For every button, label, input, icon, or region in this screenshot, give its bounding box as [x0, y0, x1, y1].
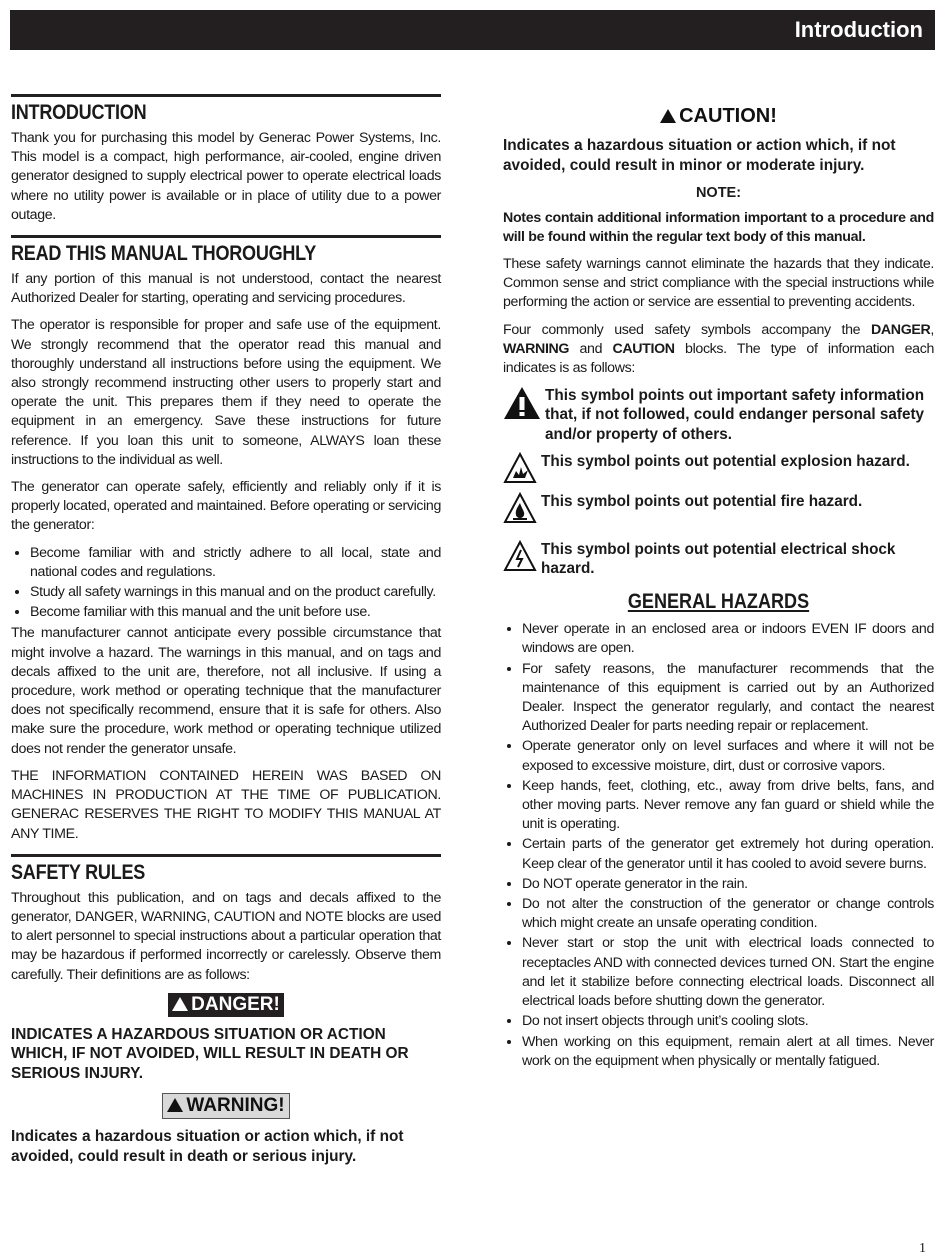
read-manual-section	[11, 235, 441, 844]
danger-definition: INDICATES A HAZARDOUS SITUATION OR ACTION WHICH, IF NOT AVOIDED, WILL RESULT IN DEATH OR SERIOUS INJURY.	[11, 1025, 409, 1082]
header-bar	[10, 10, 935, 50]
symbol-row	[503, 492, 934, 524]
warning-triangle-icon	[660, 109, 676, 123]
explosion-icon	[503, 452, 537, 484]
symbol-text: This symbol points out important safety information that, if not followed, could endanger personal safety and/or property of others.	[545, 387, 925, 443]
general-hazards-list	[503, 620, 934, 1071]
symbol-text: This symbol points out potential electrical shock hazard.	[541, 540, 896, 578]
page-number: 1	[919, 1241, 926, 1256]
safety-rules-paragraph: Throughout this publication, and on tags and decals affixed to the generator, DANGER, WARNING, CAUTION and NOTE blocks are used to alert personnel to special instructions about a particular operation that may be hazardous if performed incorrectly or carelessly. Observe them carefully. Their definitions are as follows:	[11, 889, 441, 983]
symbol-row	[503, 452, 934, 484]
list-item: • Become familiar with and strictly adhere to all local, state and national codes and regulations.	[30, 544, 441, 582]
caution-label-box	[656, 104, 781, 128]
electrical-shock-icon	[503, 540, 537, 572]
list-item: • Operate generator only on level surfaces and where it will not be exposed to excessive moisture, dirt, dust or corrosive vapors.	[522, 737, 934, 775]
section-rule	[11, 94, 441, 97]
symbol-row	[503, 540, 934, 578]
section-rule	[11, 235, 441, 238]
read-manual-paragraph-3: The generator can operate safely, efficiently and reliably only if it is properly located, operated and maintained. Before operating or servicing the generator:	[11, 479, 441, 534]
read-manual-paragraph-1: If any portion of this manual is not understood, contact the nearest Authorized Dealer for starting, operating and servicing procedures.	[11, 271, 441, 307]
list-item: • Become familiar with this manual and the unit before use.	[30, 603, 441, 622]
list-item: • Study all safety warnings in this manual and on the product carefully.	[30, 583, 441, 602]
list-item: • Never start or stop the unit with electrical loads connected to receptacles AND with connected devices turned ON. Start the engine and let it stabilize before connecting electrical loads. Disconnect all electrical loads before shutting down the generator.	[522, 934, 934, 1011]
symbol-text: This symbol points out potential explosion hazard.	[541, 452, 910, 470]
symbol-text: This symbol points out potential fire hazard.	[541, 492, 863, 510]
list-item: • Do not insert objects through unit’s cooling slots.	[522, 1012, 934, 1031]
read-manual-paragraph-4: The manufacturer cannot anticipate every possible circumstance that might involve a hazard. The warnings in this manual, and on tags and decals affixed to the unit are, therefore, not all inclusive. If using a procedure, work method or operating technique that the manufacturer does not specifically recommend, ensure that it is safe for others. Also make sure the procedure, work method or operating technique utilized does not render the generator unsafe.	[11, 625, 441, 757]
left-column	[11, 94, 441, 1176]
safety-rules-section	[11, 854, 441, 1167]
warning-label-box	[162, 1093, 289, 1119]
danger-signal	[11, 993, 441, 1017]
section-rule	[11, 854, 441, 857]
warning-label: WARNING!	[186, 1095, 285, 1117]
caution-definition: Indicates a hazardous situation or action which, if not avoided, could result in minor or moderate injury.	[503, 137, 896, 174]
danger-label-box	[168, 993, 284, 1017]
symbol-row	[503, 386, 934, 444]
text-span: ,	[930, 321, 934, 338]
safety-warnings-paragraph: These safety warnings cannot eliminate the hazards that they indicate. Common sense and strict compliance with the special instructions while performing the action or service are essential to preventing accidents.	[503, 256, 934, 311]
fire-icon	[503, 492, 537, 524]
note-definition: Notes contain additional information important to a procedure and will be found within the regular text body of this manual.	[503, 210, 934, 245]
warning-triangle-icon	[172, 997, 188, 1011]
introduction-paragraph: Thank you for purchasing this model by Generac Power Systems, Inc. This model is a compact, high performance, air-cooled, engine driven generator designed to supply electrical power to operate electrical loads where no utility power is available or in place of utility due to a power outage.	[11, 130, 441, 223]
danger-label: DANGER!	[191, 993, 280, 1015]
danger-word: DANGER	[871, 321, 931, 338]
text-span: Four commonly used safety symbols accompany the	[503, 321, 872, 338]
list-item: • Do NOT operate generator in the rain.	[522, 875, 934, 894]
introduction-heading: INTRODUCTION	[11, 101, 147, 124]
caution-word: CAUTION	[612, 340, 675, 357]
list-item: • For safety reasons, the manufacturer recommends that the maintenance of this equipment is carried out by an Authorized Dealer. Inspect the generator regularly, and contact the nearest Authorized Dealer for parts needing repair or replacement.	[522, 660, 934, 737]
list-item: • Keep hands, feet, clothing, etc., away from drive belts, fans, and other moving parts. Never remove any fan guard or shield while the unit is operating.	[522, 777, 934, 835]
list-item: • Certain parts of the generator get extremely hot during operation. Keep clear of the generator until it has cooled to avoid severe burns.	[522, 835, 934, 873]
caution-label: CAUTION!	[679, 105, 777, 127]
general-hazards-heading: GENERAL HAZARDS	[627, 590, 810, 614]
warning-signal	[11, 1093, 441, 1119]
safety-rules-heading: SAFETY RULES	[11, 860, 146, 884]
warning-word: WARNING	[503, 340, 570, 357]
warning-definition: Indicates a hazardous situation or action which, if not avoided, could result in death or serious injury.	[11, 1128, 404, 1165]
read-manual-bullets	[11, 544, 441, 623]
read-manual-paragraph-2: The operator is responsible for proper and safe use of the equipment. We strongly recommend that the operator read this manual and thoroughly understand all instructions before using the equipment. We also strongly recommend instructing other users to properly start and operate the unit. This prepares them if they need to operate the equipment in an emergency. Save these instructions for future reference. If you loan this unit to someone, ALWAYS loan these instructions to the individual as well.	[11, 317, 441, 468]
introduction-section	[11, 94, 441, 225]
read-manual-paragraph-5: THE INFORMATION CONTAINED HEREIN WAS BASED ON MACHINES IN PRODUCTION AT THE TIME OF PUBLICATION. GENERAC RESERVES THE RIGHT TO MODIFY THIS MANUAL AT ANY TIME.	[11, 767, 441, 842]
header-title: Introduction	[794, 17, 923, 42]
note-label: NOTE:	[695, 185, 742, 201]
safety-symbols-paragraph	[503, 321, 934, 379]
list-item: • Do not alter the construction of the generator or change controls which might create an unsafe operating condition.	[522, 895, 934, 933]
exclamation-icon	[503, 386, 541, 420]
text-span: blocks. The type of information each indicates is as follows:	[503, 340, 934, 377]
read-manual-heading: READ THIS MANUAL THOROUGHLY	[11, 242, 317, 266]
list-item: • When working on this equipment, remain alert at all times. Never work on the equipment when physically or mentally fatigued.	[522, 1033, 934, 1071]
text-span: and	[569, 340, 613, 357]
warning-triangle-icon	[167, 1098, 183, 1112]
right-column	[503, 104, 934, 1073]
list-item: • Never operate in an enclosed area or indoors EVEN IF doors and windows are open.	[522, 620, 934, 658]
caution-signal	[503, 104, 934, 128]
